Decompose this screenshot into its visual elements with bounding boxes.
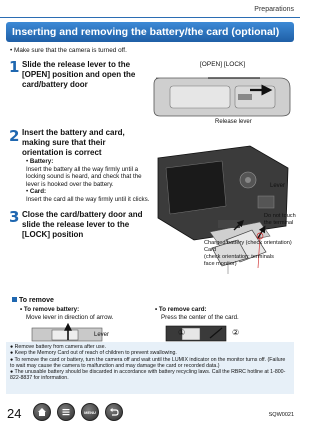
home-icon [37, 407, 47, 417]
charged-battery-label: Charged battery (check orientation) [204, 240, 292, 246]
menu-label: MENU [84, 409, 96, 415]
remove-card-title: • To remove card: [155, 306, 207, 313]
contents-list-icon [61, 407, 71, 417]
do-not-touch-label: Do not touch the terminal [264, 213, 296, 226]
footnote-item: ● Keep the Memory Card out of reach of children to prevent swallowing. [10, 350, 177, 357]
to-remove-title: To remove [19, 297, 54, 304]
step-3-number: 3 [9, 208, 20, 226]
note-text: • Make sure that the camera is turned off. [10, 47, 127, 54]
remove-battery-title: • To remove battery: [20, 306, 80, 313]
home-button[interactable] [33, 403, 51, 421]
battery-bullet-label: Battery: [29, 158, 54, 165]
step-2-number: 2 [9, 127, 20, 145]
header-rule [0, 17, 300, 18]
remove-card-text: Press the center of the card. [161, 314, 239, 321]
release-lever-label: Release lever [215, 119, 252, 125]
battery-bullet-text: Insert the battery all the way firmly until a locking sound is heard, and check that the lever is hooked over the battery. [26, 165, 142, 188]
battery-bullet: • Battery: Insert the battery all the way firmly until a locking sound is heard, and check that the lever is hooked over the battery. [26, 158, 142, 188]
step-mark-1: ① [178, 328, 186, 337]
lever-label-remove: Lever [94, 332, 110, 338]
back-arrow-icon [109, 407, 119, 417]
card-label: Card [204, 247, 217, 253]
footnote-item: ● Remove battery from camera after use. [10, 344, 106, 350]
step-2-bullets [26, 158, 150, 204]
step-1-text: Slide the release lever to the [OPEN] position and open the card/battery door [22, 60, 136, 89]
open-lock-label: [OPEN] [LOCK] [200, 61, 246, 68]
step-mark-2: ② [232, 328, 240, 337]
footnote-box [6, 342, 294, 394]
lever-label: Lever [270, 183, 286, 189]
footnote-item: ● The unusable battery should be discarded in accordance with battery recycling laws. Call the RBRC hotline at 1-800-822-8837 for information. [10, 369, 286, 382]
step-3-text: Close the card/battery door and slide the release lever to the [LOCK] position [22, 210, 143, 239]
footnote-item: ● To remove the card or battery, turn the camera off and wait until the LUMIX indicator on the monitor turns off. (Failure to wait may cause the camera to malfunction and may damage the card or recorded data.) [10, 356, 286, 369]
heading-square-icon [12, 297, 17, 302]
section-label: Preparations [254, 6, 294, 13]
page-title: Inserting and removing the battery/the card (optional) [6, 22, 294, 42]
menu-button[interactable] [81, 403, 99, 421]
step-1-number: 1 [9, 58, 20, 76]
camera-bottom-illustration [150, 72, 296, 120]
contents-button[interactable] [57, 403, 75, 421]
step-2-text: Insert the battery and card, making sure that their orientation is correct [22, 128, 125, 157]
remove-battery-text: Move lever in direction of arrow. [26, 314, 114, 321]
card-bullet: • Card: Insert the card all the way firmly until it clicks. [26, 188, 150, 203]
card-orientation-label: (check orientation: terminals face monitor) [204, 254, 274, 267]
card-bullet-label: Card: [29, 188, 47, 196]
back-button[interactable] [105, 403, 123, 421]
to-remove-heading [12, 297, 54, 304]
remove-card-illustration [160, 322, 260, 342]
document-code: SQW0021 [268, 412, 294, 418]
page-number: 24 [7, 406, 22, 421]
card-bullet-text: Insert the card all the way firmly until it clicks. [26, 195, 150, 203]
